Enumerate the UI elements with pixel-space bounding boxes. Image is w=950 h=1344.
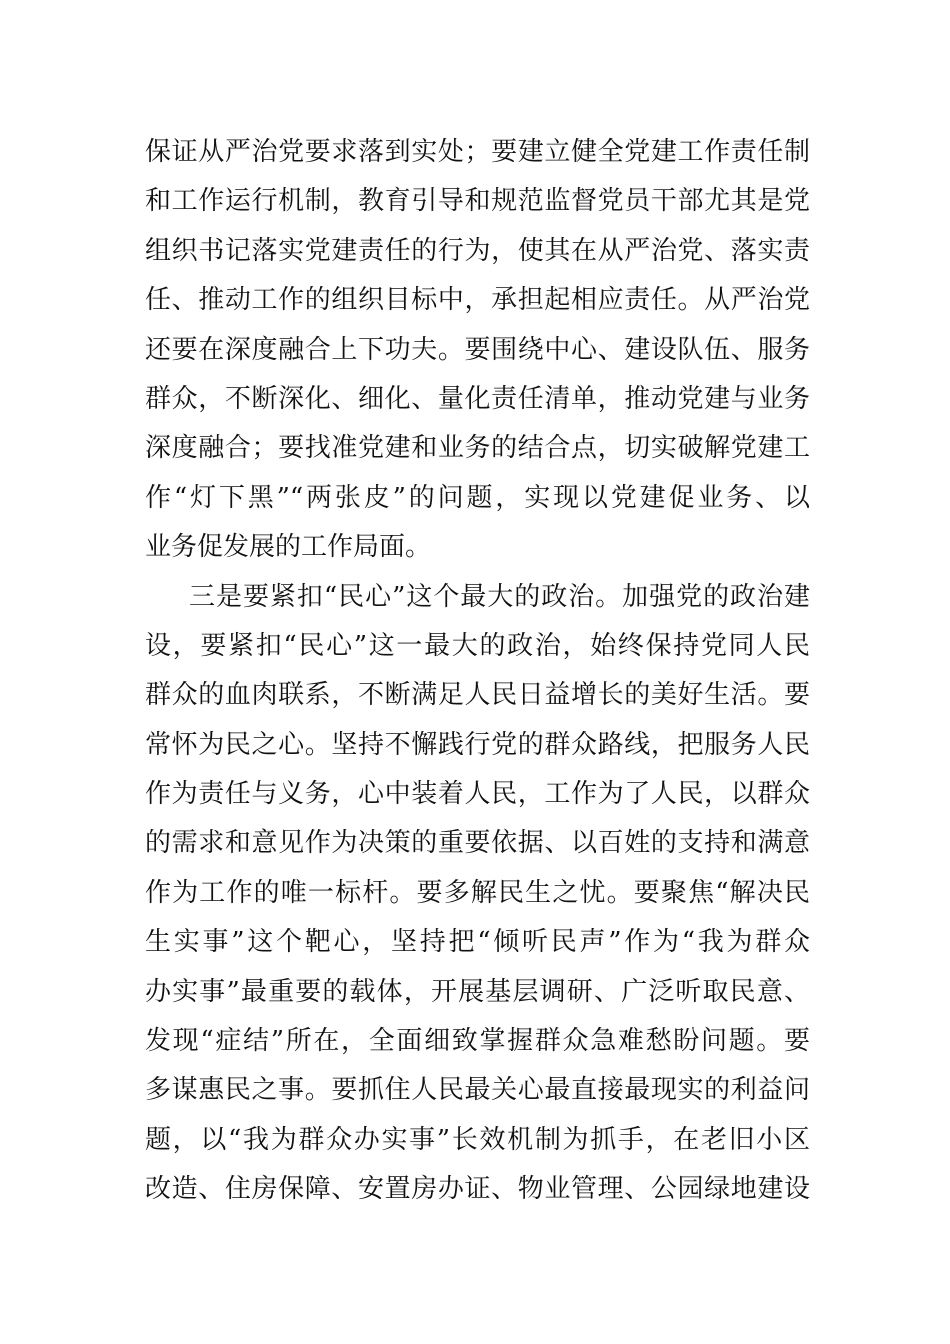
text-line: 发现“症结”所在，全面细致掌握群众急难愁盼问题。要: [145, 1026, 810, 1057]
text-line: 业务促发展的工作局面。: [145, 532, 432, 563]
text-line: 办实事”最重要的载体，开展基层调研、广泛听取民意、: [145, 976, 810, 1007]
text-line: 常怀为民之心。坚持不懈践行党的群众路线，把服务人民: [145, 729, 810, 760]
text-line: 生实事”这个靶心，坚持把“倾听民声”作为“我为群众: [145, 927, 810, 958]
paragraph-people-heart: [145, 573, 810, 1215]
text-line: 作“灯下黑”“两张皮”的问题，实现以党建促业务、以: [145, 482, 810, 513]
text-line: 改造、住房保障、安置房办证、物业管理、公园绿地建设: [145, 1174, 810, 1205]
text-line: 作为工作的唯一标杆。要多解民生之忧。要聚焦“解决民: [145, 877, 810, 908]
text-line: 组织书记落实党建责任的行为，使其在从严治党、落实责: [145, 235, 810, 266]
text-line: 和工作运行机制，教育引导和规范监督党员干部尤其是党: [145, 186, 810, 217]
text-line: 三是要紧扣“民心”这个最大的政治。加强党的政治建: [189, 581, 810, 612]
text-line: 任、推动工作的组织目标中，承担起相应责任。从严治党: [145, 285, 810, 316]
body-text: [145, 128, 810, 1215]
text-line: 设，要紧扣“民心”这一最大的政治，始终保持党同人民: [145, 630, 810, 661]
text-line: 的需求和意见作为决策的重要依据、以百姓的支持和满意: [145, 828, 810, 859]
text-line: 多谋惠民之事。要抓住人民最关心最直接最现实的利益问: [145, 1075, 810, 1106]
text-line: 群众的血肉联系，不断满足人民日益增长的美好生活。要: [145, 680, 810, 711]
text-line: 保证从严治党要求落到实处；要建立健全党建工作责任制: [145, 137, 810, 167]
text-line: 还要在深度融合上下功夫。要围绕中心、建设队伍、服务: [145, 334, 810, 365]
text-line: 深度融合；要找准党建和业务的结合点，切实破解党建工: [145, 433, 810, 464]
text-line: 作为责任与义务，心中装着人民，工作为了人民，以群众: [145, 779, 810, 810]
text-line: 题，以“我为群众办实事”长效机制为抓手，在老旧小区: [145, 1124, 810, 1155]
text-line: 群众，不断深化、细化、量化责任清单，推动党建与业务: [145, 383, 810, 414]
paragraph-party-building: [145, 128, 810, 573]
